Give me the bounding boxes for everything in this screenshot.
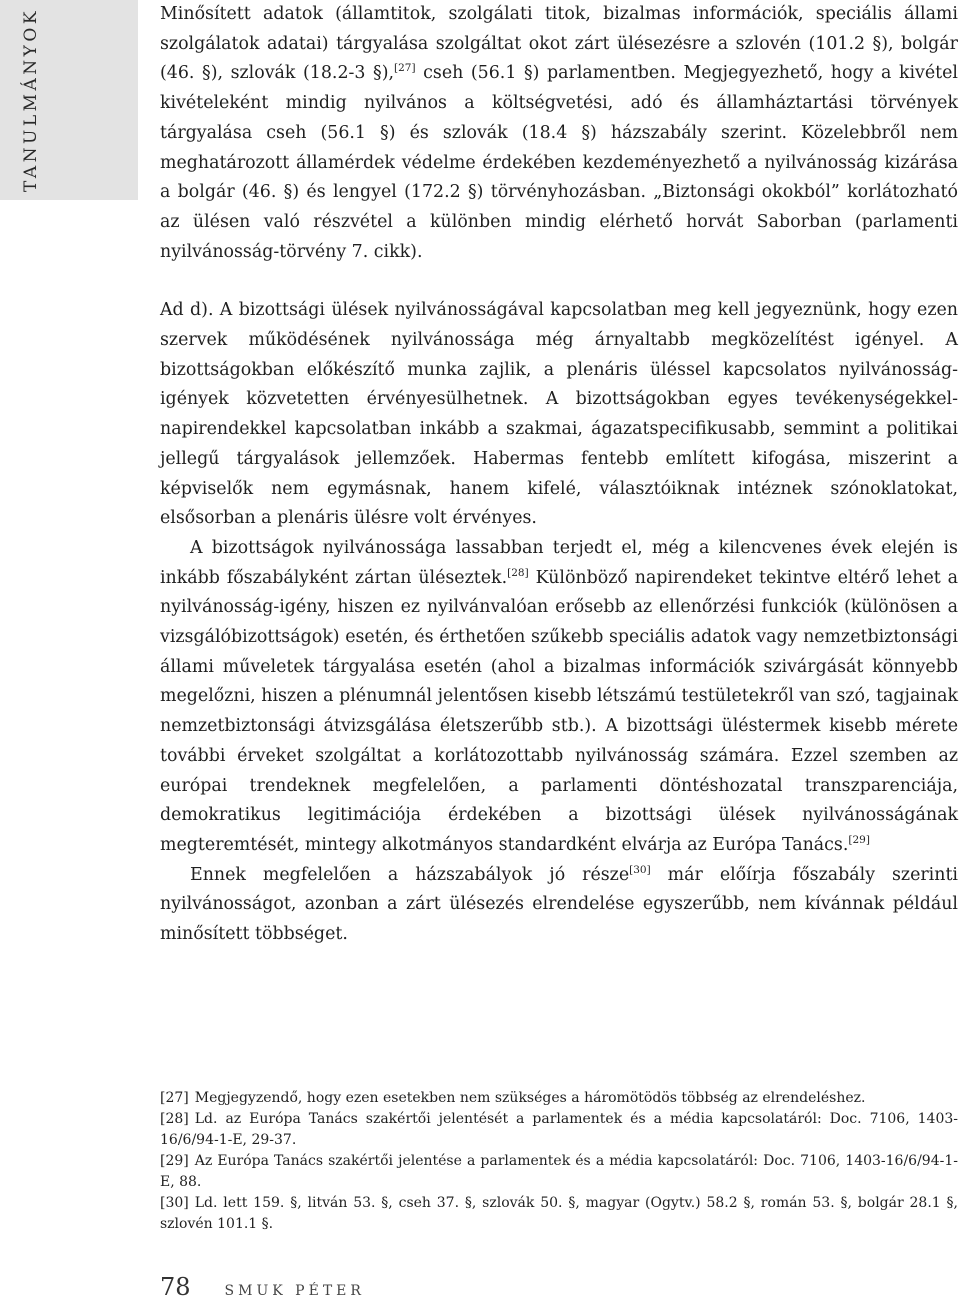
footnote-text: Megjegyzendő, hogy ezen esetekben nem szükséges a háromötödös többség az elrendeléshez. [194,1090,866,1106]
footnote-29 [160,1151,958,1193]
paragraph-2: Ad d). A bizottsági ülések nyilvánosságával kapcsolatban meg kell jegyeznünk, hogy ezen szervek működésének nyilvánossága még árnyaltabb megközelítést igényel. A bizottságokban előkészítő munka zajlik, a plenáris üléssel kapcsolatos nyilvánosság-igények közvetetten érvényesülhetnek. A bizottságokban egyes tevékenységekkel-napirendekkel kapcsolatban inkább a szakmai, ágazatspecifikusabb, semmint a politikai jellegű tárgyalások jellemzőek. Habermas fentebb említett kifogása, miszerint a képviselők nem egymásnak, hanem kifelé, választóiknak intéznek szónoklatokat, elsősorban a plenáris ülésre volt érvényes. [160,300,958,529]
footnote-text: Ld. lett 159. §, litván 53. §, cseh 37. §, szlovák 50. §, magyar (Ogytv.) 58.2 §, román 53. §, bolgár 28.1 §, szlovén 101.1 §. [160,1195,958,1232]
page-number: 78 [160,1273,191,1301]
paragraph-1-text-a: Minősített adatok (államtitok, szolgálati titok, bizalmas információk, speciális állami szolgálatok adatai) tárgyalása szolgáltat okot zárt ülésezésre a szlovén (101.2 §), bolgár (46. §), szlovák (18.2-3 §), [160,4,958,84]
footnote-number: [28] [160,1111,189,1127]
paragraph-4-text-a: Ennek megfelelően a házszabályok jó része [190,864,630,885]
body-text [160,0,958,950]
footnote-text: Az Európa Tanács szakértői jelentése a parlamentek és a média kapcsolatáról: Doc. 7106, 1403-16/6/94-1-E, 88. [160,1153,958,1190]
footnote-number: [30] [160,1195,189,1211]
author-name: SMUK PÉTER [224,1283,365,1299]
paragraph-4 [160,861,958,950]
footnote-text: Ld. az Európa Tanács szakértői jelentését a parlamentek és a média kapcsolatáról: Doc. 7106, 1403-16/6/94-1-E, 29-37. [160,1111,958,1148]
paragraph-3-text-a: A bizottságok nyilvánossága lassabban terjedt el, még a kilencvenes évek elején is inkább főszabályként zártan üléseztek. [160,537,958,588]
section-tab-label: TANULMÁNYOK [21,7,42,193]
paragraph-3-text-b: Különböző napirendeket tekintve eltérő lehet a nyilvánosság-igény, hiszen ez nyilvánvalóan erősebb az ellenőrzési funkciók (különösen a vizsgálóbizottságok) esetén, és érthetően szűkebb speciális adatok vagy nemzetbiztonsági állami műveletek tárgyalása esetén (ahol a bizalmas információk szivárgását könnyebb megelőzni, hiszen a plénumnál jelentősen kisebb létszámú testületekről van szó, tagjainak nemzetbiztonsági átvizsgálása életszerűbb stb.). A bizottsági üléstermek kisebb mérete további érveket szolgáltat a korlátozottabb nyilvánosság számára. Ezzel szemben az európai trendeknek megfelelően, a parlamenti döntéshozatal transzparenciája, demokratikus legitimációja érdekében a bizottsági ülések nyilvánosságának megteremtését, mintegy alkotmányos standardként elvárja az Európa Tanács. [160,567,959,855]
page-footer [160,1273,365,1305]
footnote-30 [160,1193,958,1235]
section-tab-label-wrap [14,7,48,193]
footnote-number: [29] [160,1153,189,1169]
section-tab [0,0,138,200]
footnote-ref-30: [30] [629,863,651,876]
footnote-ref-27: [27] [394,62,416,75]
footnote-28 [160,1109,958,1151]
footnote-number: [27] [160,1090,189,1106]
footnote-ref-28: [28] [507,566,529,579]
footnotes [160,1088,958,1235]
paragraph-4-text-b: már előírja főszabály szerinti nyilvánosságot, azonban a zárt ülésezés elrendelése egyszerűbb, nem kívánnak például minősített többséget. [160,864,958,945]
paragraph-3 [160,534,958,861]
footnote-27 [160,1088,958,1109]
footnote-ref-29: [29] [848,833,870,846]
paragraph-1 [160,0,958,267]
paragraph-1-text-b: cseh (56.1 §) parlamentben. Megjegyezhető, hogy a kivétel kivételeként mindig nyilvános a költségvetési, adó és államháztartási törvények tárgyalása cseh (56.1 §) és szlovák (18.4 §) házszabály szerint. Közelebbről nem meghatározott államérdek védelme érdekében kezdeményezhető a nyilvánosság kizárása a bolgár (46. §) és lengyel (172.2 §) törvényhozásban. „Biztonsági okokból” korlátozható az ülésen való részvétel a különben mindig elérhető horvát Saborban (parlamenti nyilvánosság-törvény 7. cikk). [160,63,958,262]
